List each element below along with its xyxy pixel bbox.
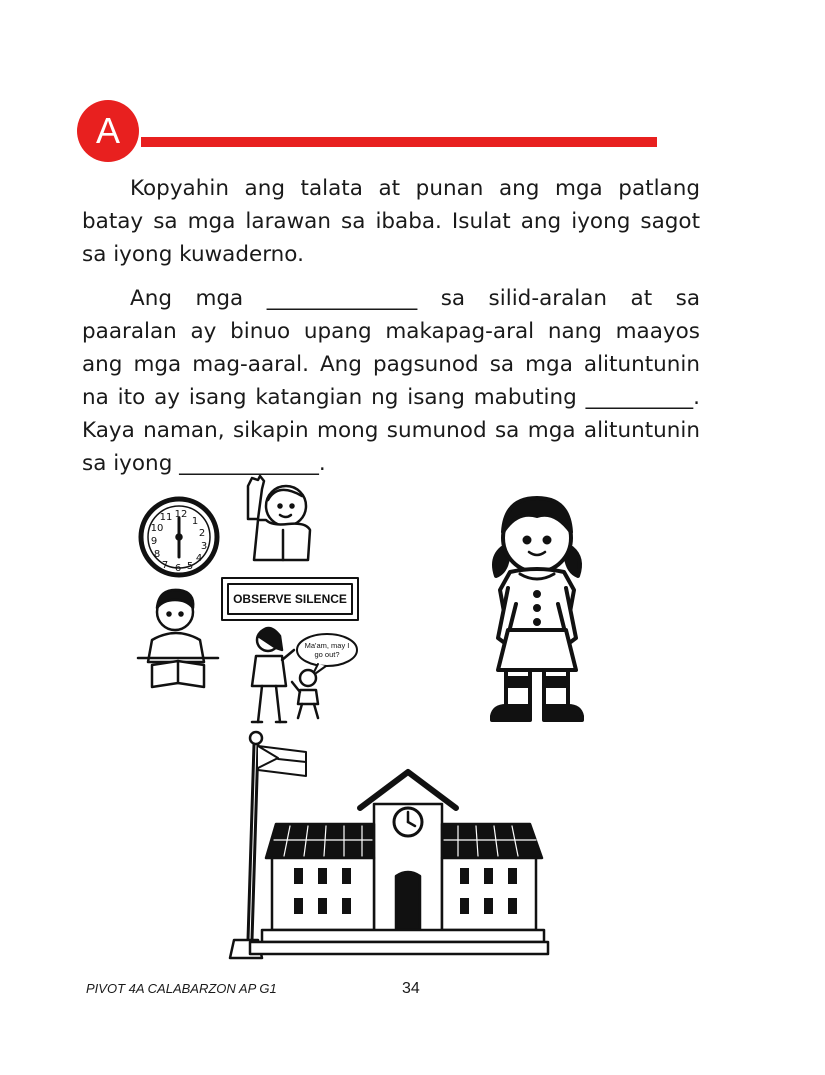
school-building-icon (250, 772, 548, 954)
svg-text:4: 4 (195, 553, 203, 564)
svg-text:12: 12 (174, 509, 188, 520)
section-letter: A (95, 110, 120, 151)
svg-text:6: 6 (174, 563, 182, 574)
svg-text:10: 10 (150, 523, 164, 534)
svg-text:5: 5 (186, 561, 194, 572)
instruction-paragraph: Kopyahin ang talata at punan ang mga patlang batay sa mga larawan sa ibaba. Isulat ang iyong sagot sa iyong kuwaderno. (82, 176, 700, 267)
svg-text:1: 1 (191, 516, 199, 527)
svg-text:9: 9 (150, 536, 158, 547)
boy-raising-hand-icon (248, 476, 310, 560)
boy-reading-icon (138, 590, 218, 687)
fill-in-paragraph: Ang mga ______________ sa silid-aralan at sa paaralan ay binuo upang makapag-aral nang maayos ang mga mag-aaral. Ang pagsunod sa mga alituntunin na ito ay isang katangian ng isang mabuting __________. Kaya naman, sikapin mong sumunod sa mga alituntunin sa iyong _____________. (82, 286, 700, 476)
page-number: 34 (402, 980, 420, 997)
observe-silence-sign (222, 578, 358, 620)
girl-standing-icon (492, 498, 582, 720)
svg-text:7: 7 (161, 560, 169, 571)
teacher-and-student-icon (252, 628, 357, 722)
footer-source: PIVOT 4A CALABARZON AP G1 (86, 981, 277, 996)
svg-text:2: 2 (198, 528, 206, 539)
svg-text:3: 3 (200, 541, 208, 552)
speech-line-2: go out? (314, 650, 340, 659)
wall-clock-icon (141, 499, 217, 575)
speech-line-1: Ma'am, may I (304, 641, 350, 650)
svg-text:8: 8 (153, 549, 161, 560)
svg-text:11: 11 (159, 512, 173, 523)
sign-text: OBSERVE SILENCE (233, 592, 347, 606)
